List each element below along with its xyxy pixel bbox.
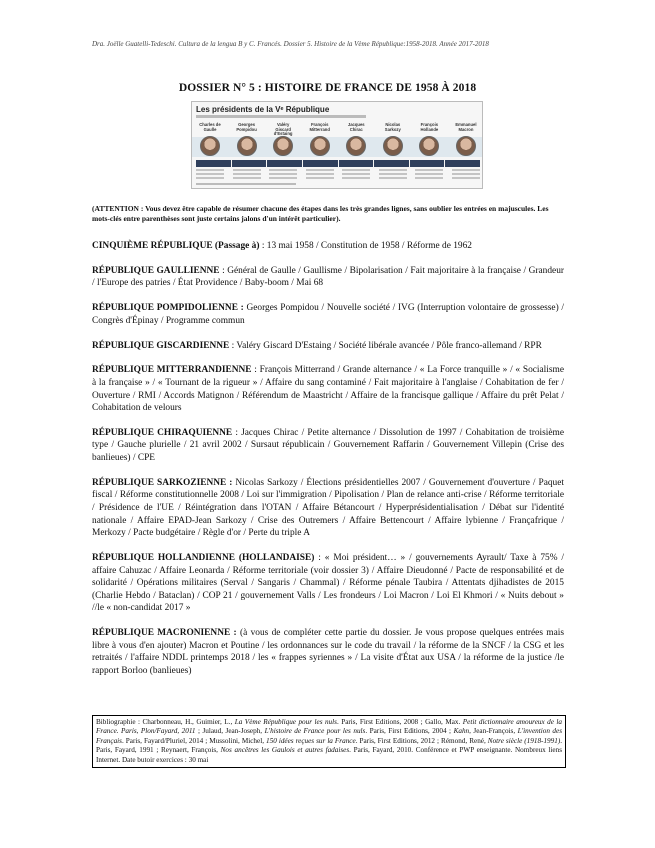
section-paragraph <box>92 627 564 677</box>
section-heading: RÉPUBLIQUE MACRONIENNE : <box>92 628 237 639</box>
bibliography-text: . Paris, Fayard, 2010. Conférence et PWP enseignante. Nombreux liens Internet. Date butoir exercices : 30 mai <box>96 746 562 764</box>
portrait-icon <box>273 136 293 156</box>
president-name: Charles de Gaulle <box>199 122 221 132</box>
section-paragraph <box>92 265 564 290</box>
section-keywords: : 13 mai 1958 / Constitution de 1958 / Réforme de 1962 <box>259 241 472 251</box>
bibliography-title: Petit dictionnaire amoureux de la France. Paris, Plon/Fayard, 2011 <box>96 718 562 736</box>
infographic-timeline <box>196 160 480 167</box>
president-name: Valéry Giscard d'Estaing <box>273 122 293 137</box>
infographic-title: Les présidents de la Vᵉ République <box>196 105 330 114</box>
bibliography-title: La Vème République pour les nuls <box>234 718 337 726</box>
bibliography-text: . Paris, First Editions, 2008 ; Gallo, Max. <box>336 718 463 726</box>
section-heading: RÉPUBLIQUE GISCARDIENNE <box>92 340 230 351</box>
document-title: DOSSIER N° 5 : HISTOIRE DE FRANCE DE 1958 À 2018 <box>178 82 477 94</box>
bibliography-title: L'invention des Français <box>96 727 562 745</box>
bibliography-text: , Jean-François, <box>469 727 518 736</box>
infographic-portraits <box>196 136 480 156</box>
section-keywords: : Valéry Giscard D'Estaing / Société libérale avancée / Pôle franco-allemand / RPR <box>229 340 542 351</box>
bibliography-title: 150 idées reçues sur la France <box>266 736 356 745</box>
bibliography-title: Notre siècle (1918-1991) <box>487 736 561 745</box>
section-paragraph <box>92 340 564 353</box>
section-keywords: (à vous de compléter cette partie du dossier. Je vous propose quelques entrées mais libre à vous d'en ajouter) Macron et Poutine / les ordonnances sur le code du travail / la réforme de la SNCF / la CSG et les retraités / l'affaire NDDL printemps 2018 / les « frappes syriennes » / La visite d'État aux USA / la réforme de la justice /le rapport Borloo (banlieues) <box>92 628 564 676</box>
section-paragraph <box>92 552 564 615</box>
portrait-icon <box>310 136 330 156</box>
section-keywords: Georges Pompidou / Nouvelle société / IVG (Interruption volontaire de grossesse) / Congrès d'Épinay / Programme commun <box>92 303 564 326</box>
section-heading: CINQUIÈME RÉPUBLIQUE (Passage à) <box>92 241 260 251</box>
president-name: Jacques Chirac <box>347 122 365 132</box>
bibliography-title: Nos ancêtres les Gaulois et autres fadaises <box>220 746 350 755</box>
sections-list <box>92 240 564 690</box>
presidents-infographic <box>191 101 483 189</box>
bibliography-text: . Paris, First Editions, 2012 ; Rémond, René, <box>355 736 488 745</box>
section-heading: RÉPUBLIQUE HOLLANDIENNE (HOLLANDAISE) <box>92 553 315 563</box>
section-paragraph <box>92 477 564 540</box>
bibliography-title: Kahn <box>453 727 470 736</box>
portrait-icon <box>346 136 366 156</box>
bibliography-title: L'histoire de France pour les nuls <box>264 727 366 736</box>
bibliography-text: ; Julaud, Jean-Joseph, <box>195 727 265 736</box>
section-heading: RÉPUBLIQUE GAULLIENNE <box>92 265 220 276</box>
section-paragraph <box>92 240 564 253</box>
section-paragraph <box>92 364 564 414</box>
section-paragraph <box>92 427 564 465</box>
infographic-subtitle-line <box>196 115 366 118</box>
section-heading: RÉPUBLIQUE POMPIDOLIENNE : <box>92 303 244 314</box>
president-name: Georges Pompidou <box>236 122 257 132</box>
bibliography-box <box>92 715 566 768</box>
section-keywords: : François Mitterrand / Grande alternance / « La Force tranquille » / « Socialisme à la française » / « Tournant de la rigueur » / Affaire du sang contaminé / Fait majoritaire à l'anglaise / Cohabitation de fer / Ouverture / RMI / Accords Matignon / Référendum de Maastricht / Affaire de la francisque gallique / Affaire du prêt Pelat / Cohabitation de velours <box>92 365 564 414</box>
portrait-icon <box>200 136 220 156</box>
bibliography-text: . Paris, Fayard/Pluriel, 2014 ; Mussolini, Michel, <box>121 736 267 745</box>
section-heading: RÉPUBLIQUE SARKOZIENNE : <box>92 477 233 488</box>
page-header: Dra. Joëlle Guatelli-Tedeschi. Cultura de la lengua B y C. Francés. Dossier 5. Histoire de la Vème République:1958-2018. Année 2017-2018 <box>92 40 489 48</box>
portrait-icon <box>237 136 257 156</box>
section-keywords: : « Moi président… » / gouvernements Ayrault/ Taxe à 75% / affaire Cahuzac / Affaire Leonarda / Réforme territoriale (voir dossier 3) / Affaire Dieudonné / Pacte de responsabilité et de solidarité / Opérations militaires (Serval / Sangaris / Chammal) / Réforme pénale Taubira / Attentats djihadistes de 2015 (Charlie Hebdo / Bataclan) / COP 21 / gouvernement Valls / Les frondeurs / Loi Macron / Loi El Khmori / « Nuits debout » //le « non-candidat 2017 » <box>92 553 565 614</box>
president-name: François Hollande <box>420 122 439 132</box>
portrait-icon <box>383 136 403 156</box>
president-name: Emmanuel Macron <box>455 122 477 132</box>
bibliography-text: . Paris, Fayard, 1991 ; Reynaert, François, <box>96 736 563 755</box>
bibliography-text: . Paris, First Editions, 2004 ; <box>365 727 454 736</box>
infographic-president-names <box>196 123 480 137</box>
president-name: François Mitterrand <box>309 122 330 132</box>
bibliography-text: Bibliographie : Charbonneau, H., Guimier, L., <box>96 718 235 726</box>
section-keywords: Nicolas Sarkozy / Élections présidentielles 2007 / Gouvernement d'ouverture / Paquet fiscal / Réforme constitutionnelle 2008 / Loi sur l'immigration / Pipolisation / Plan de relance anti-crise / Réforme territoriale / Présidence de l'UE / Réintégration dans l'OTAN / Affaire Bétancourt / Hyperprésidentialisation / Débat sur l'identité nationale / Affaire EPAD-Jean Sarkozy / Crise des Outremers / Affaire Bettencourt / Affaire lybienne / Françafrique / Merkozy / Pacte budgétaire / Règle d'or / Perte du triple A <box>92 477 564 539</box>
section-keywords: : Général de Gaulle / Gaullisme / Bipolarisation / Fait majoritaire à la française / Grandeur / l'Europe des patries / État Providence / Baby-boom / Mai 68 <box>92 265 565 289</box>
attention-note: (ATTENTION : Vous devez être capable de résumer chacune des étapes dans les très grandes lignes, sans oublier les entrées en majuscules. Les mots-clés entre parenthèses sont juste certains jalons d'un intérêt particulier). <box>92 204 549 223</box>
portrait-icon <box>456 136 476 156</box>
infographic-notes <box>196 169 480 181</box>
president-name: Nicolas Sarkozy <box>384 122 401 132</box>
section-paragraph <box>92 302 564 327</box>
section-heading: RÉPUBLIQUE CHIRAQUIENNE <box>92 427 233 438</box>
infographic-footer-line <box>196 183 296 185</box>
portrait-icon <box>419 136 439 156</box>
section-heading: RÉPUBLIQUE MITTERRANDIENNE <box>92 365 252 376</box>
section-keywords: : Jacques Chirac / Petite alternance / Dissolution de 1997 / Cohabitation de troisième type / Gauche plurielle / 21 avril 2002 / Sursaut républicain / Gouvernement Raffarin / Gouvernement Villepin (Crise des banlieues) / CPE <box>92 427 564 464</box>
